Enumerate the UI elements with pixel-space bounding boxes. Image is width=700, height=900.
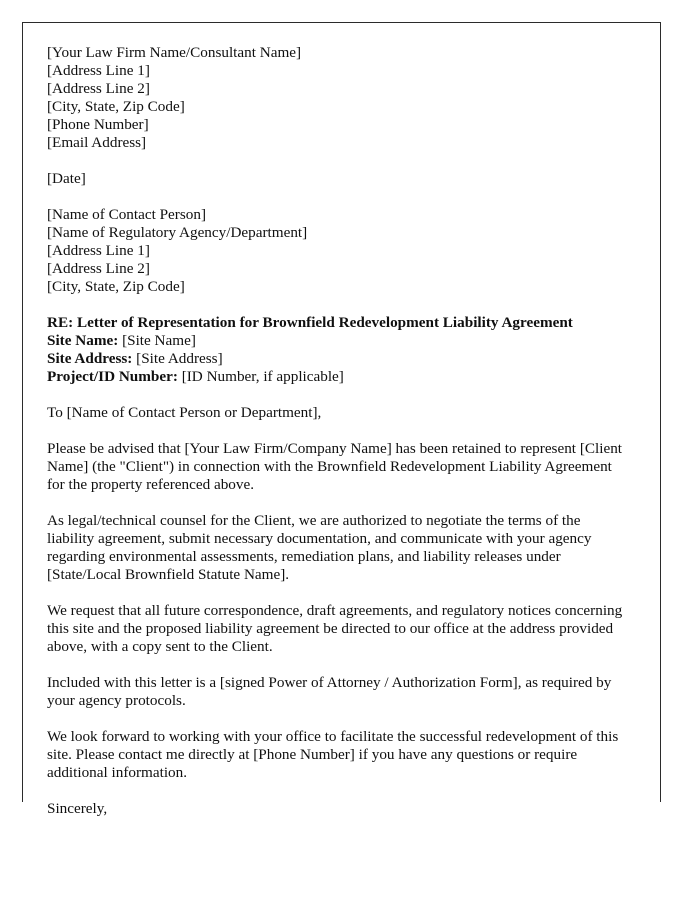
body-paragraph-3: We request that all future correspondence, draft agreements, and regulatory notices concerning this site and the proposed liability agreement be directed to our office at the address provided above, with a copy sent to the Client. [47, 602, 623, 655]
site-name-value: [Site Name] [122, 332, 196, 349]
recipient-line-contact-person: [Name of Contact Person] [47, 206, 207, 223]
project-id-field [47, 368, 627, 386]
site-address-field [47, 350, 627, 368]
site-name-field [47, 332, 627, 350]
site-name-label: Site Name: [47, 332, 119, 349]
closing-block [47, 800, 627, 818]
sender-line-firm-name: [Your Law Firm Name/Consultant Name] [47, 44, 302, 61]
recipient-line-agency: [Name of Regulatory Agency/Department] [47, 224, 308, 241]
letter-body [47, 44, 627, 818]
site-address-value: [Site Address] [136, 350, 223, 367]
body-paragraph-2: As legal/technical counsel for the Client, we are authorized to negotiate the terms of the liability agreement, submit necessary documentation, and communicate with your agency regarding environmental assessments, remediation plans, and liability releases under [State/Local Brownfield Statute Name]. [47, 512, 592, 583]
recipient-address-block [47, 206, 627, 296]
project-id-value: [ID Number, if applicable] [181, 368, 344, 385]
recipient-line-city-state-zip: [City, State, Zip Code] [47, 278, 185, 295]
sender-line-city-state-zip: [City, State, Zip Code] [47, 98, 185, 115]
sender-address-block [47, 44, 627, 152]
project-id-label: Project/ID Number: [47, 368, 178, 385]
date-line: [Date] [47, 170, 86, 187]
sender-line-address-1: [Address Line 1] [47, 62, 150, 79]
document-page [22, 22, 661, 817]
sender-line-address-2: [Address Line 2] [47, 80, 150, 97]
re-line: RE: Letter of Representation for Brownfield Redevelopment Liability Agreement [47, 314, 573, 331]
salutation-line: To [Name of Contact Person or Department], [47, 404, 322, 421]
subject-block [47, 314, 627, 386]
sender-line-phone: [Phone Number] [47, 116, 149, 133]
body-paragraph-4: Included with this letter is a [signed Power of Attorney / Authorization Form], as required by your agency protocols. [47, 674, 612, 709]
recipient-line-address-2: [Address Line 2] [47, 260, 150, 277]
salutation-block [47, 404, 627, 422]
body-paragraph-5: We look forward to working with your office to facilitate the successful redevelopment of this site. Please contact me directly at [Phone Number] if you have any questions or require additional information. [47, 728, 619, 781]
site-address-label: Site Address: [47, 350, 133, 367]
recipient-line-address-1: [Address Line 1] [47, 242, 150, 259]
sender-line-email: [Email Address] [47, 134, 147, 151]
closing-line: Sincerely, [47, 800, 108, 817]
body-paragraph-1: Please be advised that [Your Law Firm/Company Name] has been retained to represent [Client Name] (the "Client") in connection with the Brownfield Redevelopment Liability Agreement for the property referenced above. [47, 440, 623, 493]
date-block [47, 170, 627, 188]
